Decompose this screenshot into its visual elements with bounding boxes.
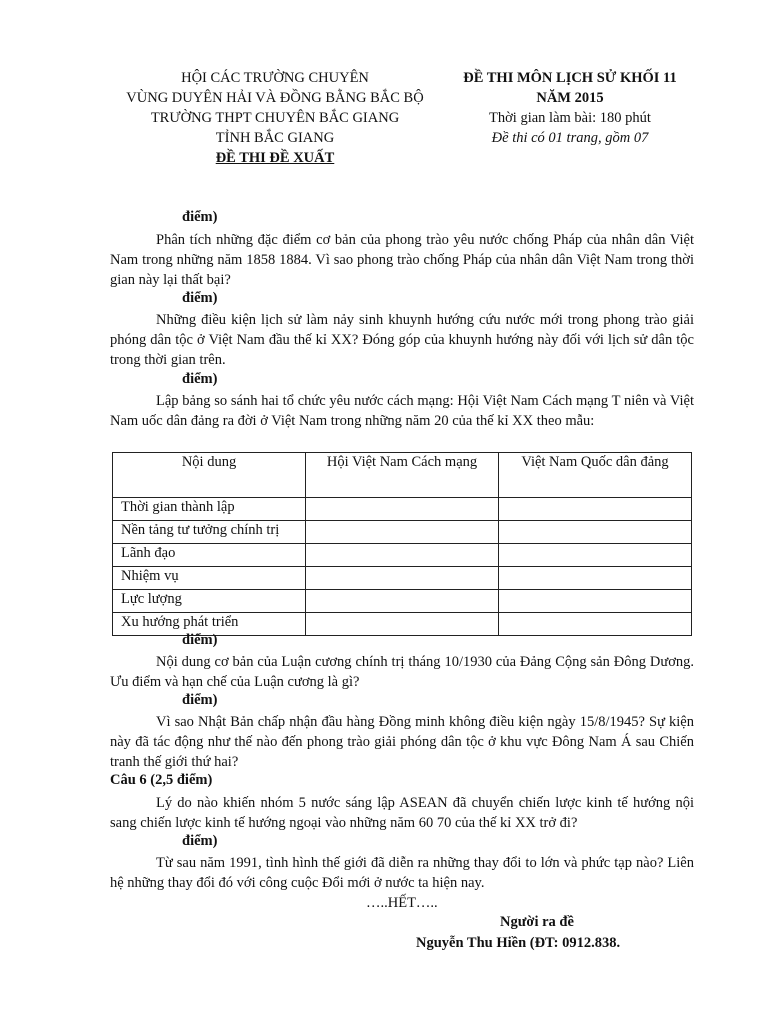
table-header-row bbox=[113, 453, 692, 498]
region-name: VÙNG DUYÊN HẢI VÀ ĐỒNG BẰNG BẮC BỘ bbox=[126, 90, 424, 106]
table-cell bbox=[499, 613, 692, 636]
table-cell bbox=[499, 498, 692, 521]
table-header-cell: Hội Việt Nam Cách mạng bbox=[306, 453, 499, 498]
table-cell bbox=[499, 567, 692, 590]
question-1-text: Phân tích những đặc điểm cơ bản của phong trào yêu nước chống Pháp của nhân dân Việt Nam trong những năm 1858 1884. Vì sao phong trào chống Pháp của nhân dân Việt Nam trong thời gian này lại thất bại? bbox=[110, 232, 694, 288]
table-cell bbox=[306, 521, 499, 544]
comparison-table bbox=[112, 452, 692, 636]
table-cell bbox=[306, 544, 499, 567]
author-label: Người ra đề bbox=[500, 914, 574, 930]
table-cell bbox=[306, 590, 499, 613]
table-cell bbox=[306, 567, 499, 590]
table-row-label: Nền tảng tư tưởng chính trị bbox=[113, 521, 306, 544]
question-2-heading: điểm) bbox=[182, 290, 218, 306]
table-header-cell: Nội dung bbox=[113, 453, 306, 498]
table-cell bbox=[499, 544, 692, 567]
table-header-cell: Việt Nam Quốc dân đảng bbox=[499, 453, 692, 498]
question-3-text: Lập bảng so sánh hai tổ chức yêu nước cách mạng: Hội Việt Nam Cách mạng T niên và Việt Nam uốc dân đảng ra đời ở Việt Nam trong những năm 20 của thế kỉ XX theo mẫu: bbox=[110, 393, 694, 429]
question-5-heading: điểm) bbox=[182, 692, 218, 708]
table-row bbox=[113, 567, 692, 590]
table-row bbox=[113, 521, 692, 544]
table-cell bbox=[306, 613, 499, 636]
table-row bbox=[113, 544, 692, 567]
table-row-label: Thời gian thành lập bbox=[113, 498, 306, 521]
exam-year: NĂM 2015 bbox=[536, 90, 604, 106]
exam-page-info: Đề thi có 01 trang, gồm 07 bbox=[491, 130, 649, 146]
exam-title: ĐỀ THI MÔN LỊCH SỬ KHỐI 11 bbox=[463, 70, 677, 86]
question-1-heading: điểm) bbox=[182, 209, 218, 225]
question-4-text: Nội dung cơ bản của Luận cương chính trị tháng 10/1930 của Đảng Cộng sản Đông Dương. Ưu điểm và hạn chế của Luận cương là gì? bbox=[110, 654, 694, 690]
question-7-text: Từ sau năm 1991, tình hình thế giới đã diễn ra những thay đổi to lớn và phức tạp nào? Liên hệ những thay đổi đó với công cuộc Đổi mới ở nước ta hiện nay. bbox=[110, 855, 694, 891]
table-row bbox=[113, 498, 692, 521]
table-cell bbox=[499, 590, 692, 613]
proposed-exam-label: ĐỀ THI ĐỀ XUẤT bbox=[215, 150, 335, 166]
table-row-label: Nhiệm vụ bbox=[113, 567, 306, 590]
question-4-heading: điểm) bbox=[182, 632, 218, 648]
table-row-label: Lực lượng bbox=[113, 590, 306, 613]
table-row-label: Xu hướng phát triển bbox=[113, 613, 306, 636]
header-left bbox=[100, 68, 450, 168]
association-name: HỘI CÁC TRƯỜNG CHUYÊN bbox=[181, 70, 369, 86]
table-cell bbox=[499, 521, 692, 544]
exam-duration: Thời gian làm bài: 180 phút bbox=[489, 110, 651, 126]
question-7-heading: điểm) bbox=[182, 833, 218, 849]
question-3-heading: điểm) bbox=[182, 371, 218, 387]
table-row bbox=[113, 590, 692, 613]
question-6-text: Lý do nào khiến nhóm 5 nước sáng lập ASEAN đã chuyển chiến lược kinh tế hướng nội sang chiến lược kinh tế hướng ngoại vào những năm 60 70 của thế kỉ XX trở đi? bbox=[110, 795, 694, 831]
author-name: Nguyễn Thu Hiền (ĐT: 0912.838. bbox=[416, 935, 621, 951]
header-right bbox=[440, 68, 700, 148]
end-marker: …..HẾT….. bbox=[366, 895, 438, 911]
school-name: TRƯỜNG THPT CHUYÊN BẮC GIANG bbox=[150, 110, 400, 126]
question-5-text: Vì sao Nhật Bản chấp nhận đầu hàng Đồng minh không điều kiện ngày 15/8/1945? Sự kiện này đã tác động như thế nào đến phong trào giải phóng dân tộc ở khu vực Đông Nam Á sau Chiến tranh thế giới thứ hai? bbox=[110, 714, 694, 770]
table-row-label: Lãnh đạo bbox=[113, 544, 306, 567]
question-6-heading: Câu 6 (2,5 điểm) bbox=[110, 772, 213, 788]
province-name: TỈNH BẮC GIANG bbox=[215, 130, 335, 146]
table-cell bbox=[306, 498, 499, 521]
question-2-text: Những điều kiện lịch sử làm nảy sinh khuynh hướng cứu nước mới trong phong trào giải phóng dân tộc ở Việt Nam đầu thế kỉ XX? Đóng góp của khuynh hướng này đối với lịch sử dân tộc trong thời gian trên. bbox=[110, 312, 694, 368]
